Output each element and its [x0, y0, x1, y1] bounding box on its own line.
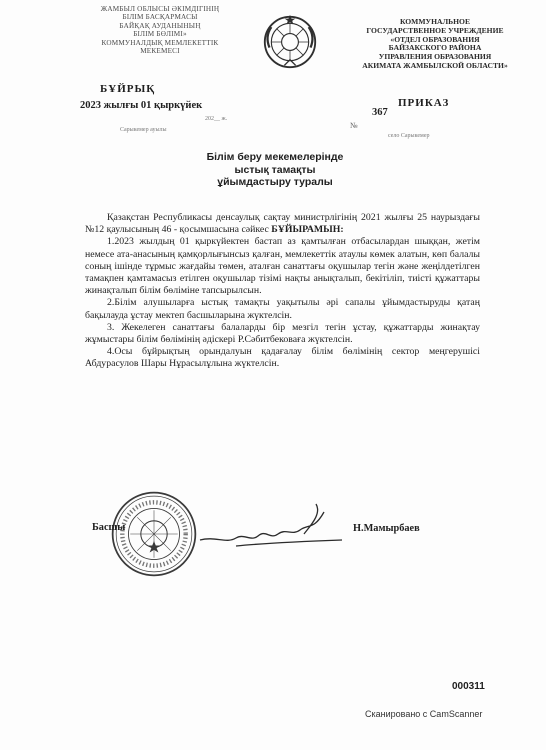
scanner-watermark: Сканировано с CamScanner: [365, 709, 483, 719]
header-left-line: ЖАМБЫЛ ОБЛЫСЫ ӘКІМДІГІНІҢ: [100, 5, 220, 13]
header-left-line: БІЛІМ БАСҚАРМАСЫ: [122, 13, 198, 22]
official-stamp-icon: [110, 490, 198, 578]
header-left-line: БІЛІМ БӨЛІМІ»: [133, 30, 187, 39]
doc-place-ru: село Сарыкемер: [388, 133, 430, 139]
doc-kind-kz: БҰЙРЫҚ: [100, 83, 156, 95]
header-right-line: БАЙЗАКСКОГО РАЙОНА: [388, 43, 482, 53]
handwritten-signature-icon: [196, 500, 346, 560]
title-line: ыстық тамақты: [234, 163, 316, 176]
header-left-line: МЕКЕМЕСІ: [140, 47, 180, 56]
doc-date: 2023 жылғы 01 қыркүйек: [80, 100, 203, 111]
state-emblem-icon: [262, 14, 318, 70]
header-right-line: «ОТДЕЛ ОБРАЗОВАНИЯ: [390, 34, 480, 44]
order-item-4: 4.Осы бұйрықтың орындалуын қадағалау білім бөлімінің сектор меңгерушісі Абдурасулов Шары Нұрасылұлына жүктелсін.: [85, 346, 480, 370]
order-item-2: 2.Білім алушыларға ыстық тамақты уақытылы әрі сапалы ұйымдастыруды қатаң бақылауда ұстау мектеп басшыларына жүктелсін.: [85, 297, 480, 321]
doc-number-sign: №: [350, 121, 358, 130]
doc-place-kz: Сарыкемер ауылы: [120, 127, 167, 133]
header-left-institution: [70, 5, 250, 55]
header-right-line: УПРАВЛЕНИЯ ОБРАЗОВАНИЯ: [378, 52, 492, 62]
document-serial: 000311: [452, 681, 485, 692]
header-right-line: АКИМАТА ЖАМБЫЛСКОЙ ОБЛАСТИ»: [362, 60, 508, 70]
doc-year-small: 202__ ж.: [205, 116, 228, 122]
order-item-3: 3. Жекелеген санаттағы балаларды бір мезгіл тегін ұстау, құжаттарды жинақтау жұмыстары білім бөлімінің әдіскері Р.Сәбитбековаға жүктелсін.: [85, 321, 480, 346]
preamble-text: Қазақстан Республикасы денсаулық сақтау министрлігінің 2021 жылғы 25 наурыздағы №12 қаулысының 46 - қосымшасына сәйкес: [85, 212, 480, 236]
signoff-name: Н.Мамырбаев: [353, 523, 420, 534]
doc-kind-ru: ПРИКАЗ: [398, 97, 450, 109]
header-right-line: КОММУНАЛЬНОЕ: [399, 17, 471, 26]
order-item-1: 1.2023 жылдың 01 қыркүйектен бастап аз қамтылған отбасылардан шыққан, жетім немесе ата-анасының қамқорлығынсыз қалған, мемлекеттік атаулы көмек алатын, көп балалы соның ішінде тұрмыс жағдайы төмен, аталған санаттағы оқушылар тегін және жеңілдетілген тамақпен қамтамасыз етілген оқушылар тізімі нақты анықталып, бекітіліп, тиісті құжаттары жинақталып білім бөліміне тапсырылсын.: [85, 236, 480, 297]
doc-number: 367: [372, 107, 388, 118]
header-right-institution: [345, 18, 525, 71]
title-line: ұйымдастыру туралы: [217, 176, 333, 188]
signoff-position: Басшы: [92, 522, 126, 533]
preamble-paragraph: [85, 212, 480, 236]
header-left-line: КОММУНАЛДЫҚ МЕМЛЕКЕТТІК: [101, 38, 219, 47]
title-line: Білім беру мекемелерінде: [206, 151, 344, 163]
command-word: БҰЙЫРАМЫН:: [271, 224, 344, 236]
header-right-line: ГОСУДАРСТВЕННОЕ УЧРЕЖДЕНИЕ: [366, 25, 504, 35]
header-left-line: БАЙҚАҚ АУДАНЫНЫҢ: [119, 21, 201, 30]
document-title: [150, 151, 400, 189]
document-body: [85, 212, 480, 371]
